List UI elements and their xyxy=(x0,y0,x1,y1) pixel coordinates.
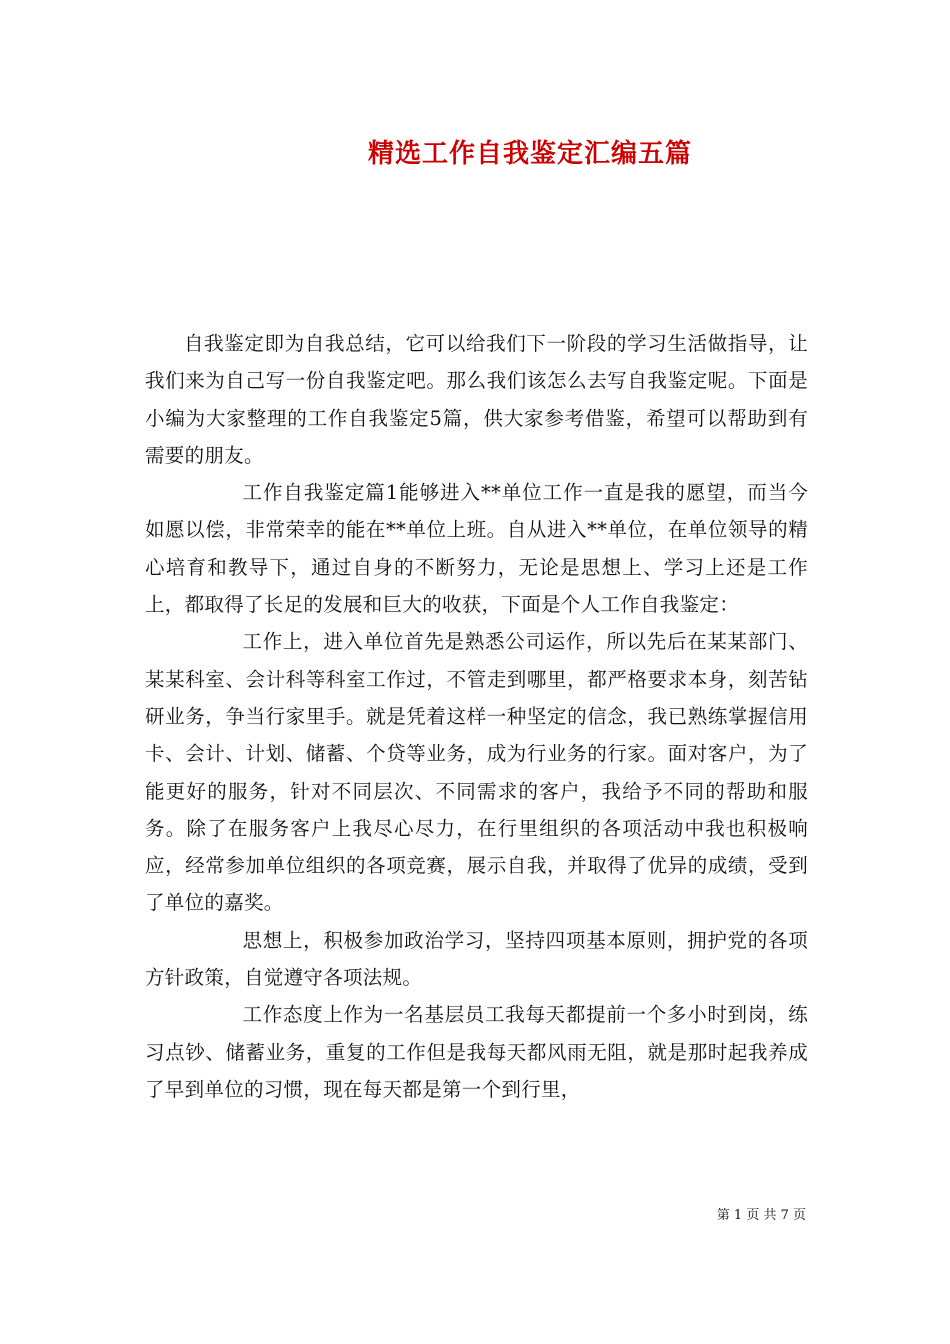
paragraph-thought: 思想上，积极参加政治学习，坚持四项基本原则，拥护党的各项方针政策，自觉遵守各项法规。 xyxy=(145,928,808,990)
paragraph-part1-opening: 工作自我鉴定篇1能够进入**单位工作一直是我的愿望，而当今如愿以偿，非常荣幸的能在**单位上班。自从进入**单位，在单位领导的精心培育和教导下，通过自身的不断努力，无论是思想上、学习上还是工作上，都取得了长足的发展和巨大的收获，下面是个人工作自我鉴定： xyxy=(145,481,808,617)
paragraph-intro: 自我鉴定即为自我总结，它可以给我们下一阶段的学习生活做指导，让我们来为自己写一份自我鉴定吧。那么我们该怎么去写自我鉴定呢。下面是小编为大家整理的工作自我鉴定5篇，供大家参考借鉴，希望可以帮助到有需要的朋友。 xyxy=(145,332,808,467)
document-body xyxy=(145,325,808,1108)
paragraph-attitude: 工作态度上作为一名基层员工我每天都提前一个多小时到岗，练习点钞、储蓄业务，重复的工作但是我每天都风雨无阻，就是那时起我养成了早到单位的习惯，现在每天都是第一个到行里， xyxy=(145,1003,808,1101)
document-title: 精选工作自我鉴定汇编五篇 xyxy=(367,139,692,169)
page-number-footer: 第 1 页 共 7 页 xyxy=(716,1208,806,1223)
paragraph-work: 工作上，进入单位首先是熟悉公司运作，所以先后在某某部门、某某科室、会计科等科室工作过，不管走到哪里，都严格要求本身，刻苦钻研业务，争当行家里手。就是凭着这样一种坚定的信念，我已熟练掌握信用卡、会计、计划、储蓄、个贷等业务，成为行业务的行家。面对客户，为了能更好的服务，针对不同层次、不同需求的客户，我给予不同的帮助和服务。除了在服务客户上我尽心尽力，在行里组织的各项活动中我也积极响应，经常参加单位组织的各项竞赛，展示自我，并取得了优异的成绩，受到了单位的嘉奖。 xyxy=(145,630,808,915)
